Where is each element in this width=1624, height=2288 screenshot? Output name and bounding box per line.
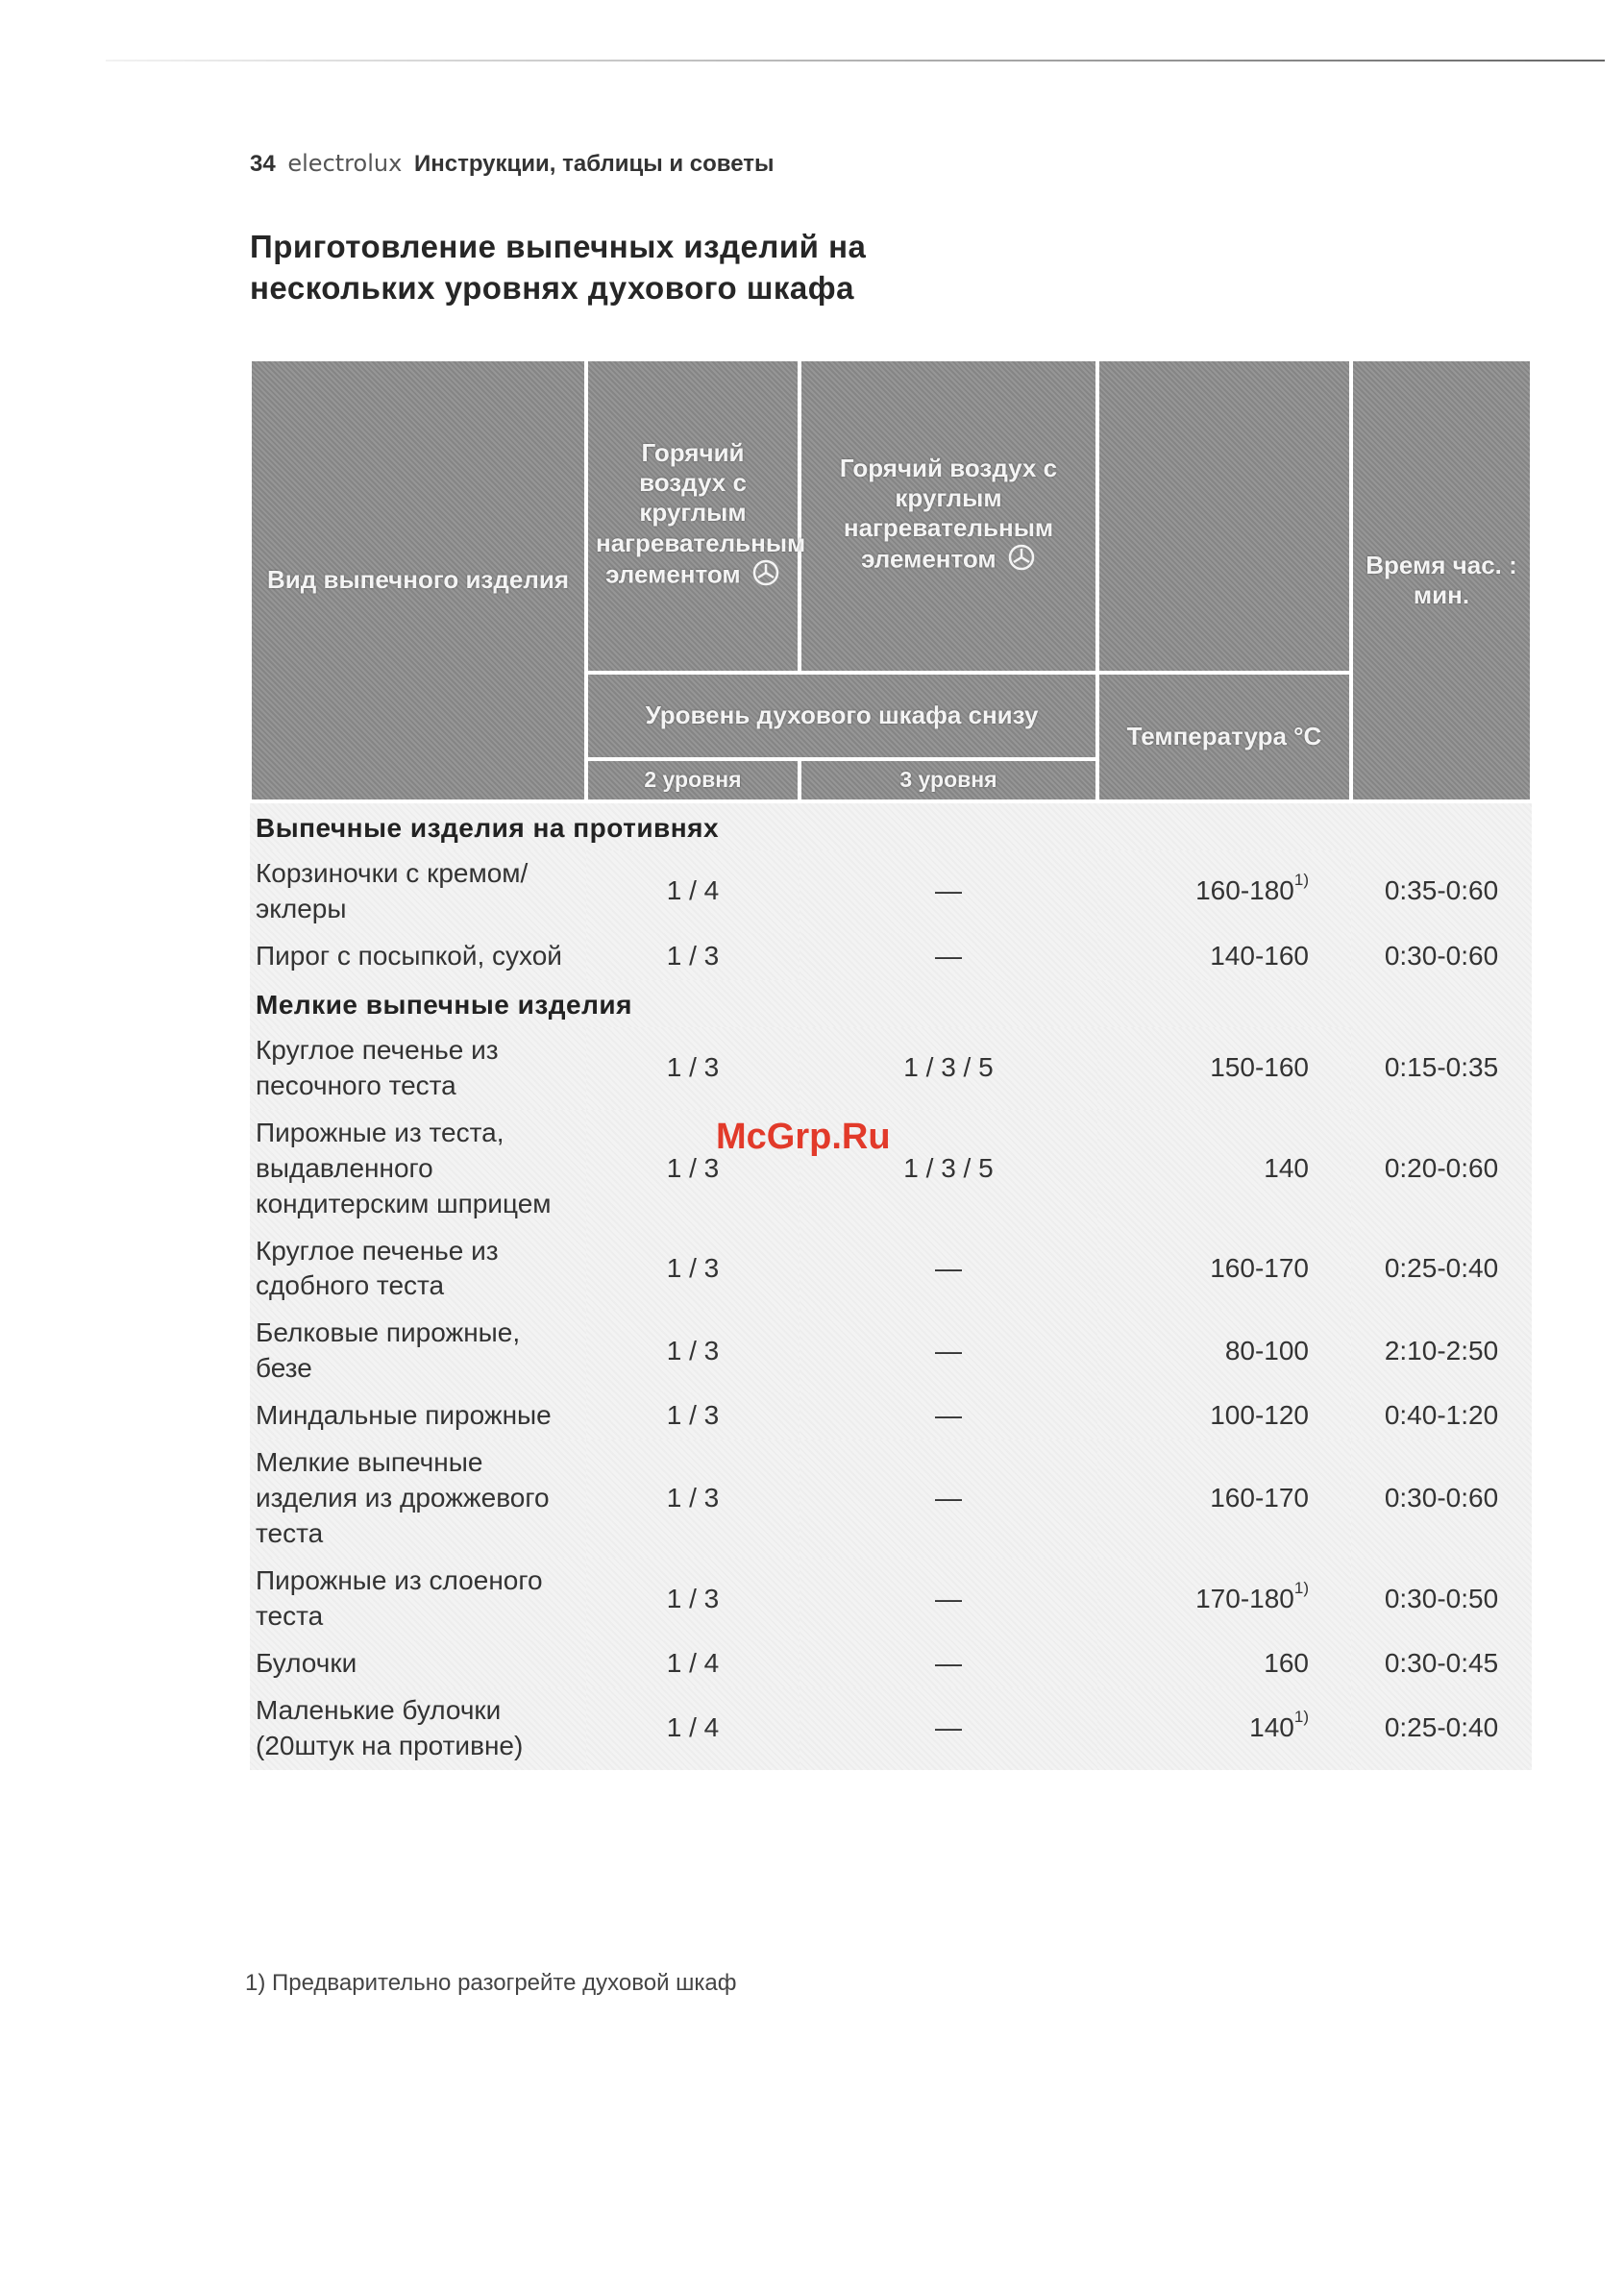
item-name: Пирожные из теста, выдавленного кондитерским шприцем — [250, 1110, 586, 1228]
table-row — [250, 850, 1532, 933]
table-row — [250, 1228, 1532, 1311]
item-name: Круглое печенье из сдобного теста — [250, 1228, 586, 1311]
baking-table — [248, 357, 1534, 1770]
time-value: 0:25-0:40 — [1351, 1687, 1532, 1770]
temperature-value: 140 — [1264, 1152, 1309, 1183]
temperature-cell — [1097, 933, 1351, 980]
page-title: Приготовление выпечных изделий на нескольких уровнях духового шкафа — [250, 229, 867, 306]
table-row — [250, 1110, 1532, 1228]
table-row — [250, 1027, 1532, 1110]
temperature-cell — [1097, 1027, 1351, 1110]
time-value: 0:25-0:40 — [1351, 1228, 1532, 1311]
level-2-value: 1 / 3 — [586, 1439, 800, 1558]
level-2-value: 1 / 4 — [586, 850, 800, 933]
level-3-value: — — [800, 933, 1097, 980]
section-title: Инструкции, таблицы и советы — [413, 151, 775, 177]
level-3-value: — — [800, 1687, 1097, 1770]
temperature-cell — [1097, 1310, 1351, 1392]
item-name: Миндальные пирожные — [250, 1392, 586, 1439]
header-blank — [1097, 359, 1351, 673]
item-name: Маленькие булочки (20штук на противне) — [250, 1687, 586, 1770]
header-2-levels: Горячий воздух с круглым нагревательным элементом — [586, 359, 800, 673]
header-levels-2: 2 уровня — [586, 759, 800, 801]
temperature-value: 150-160 — [1210, 1052, 1309, 1083]
temperature-cell — [1097, 1558, 1351, 1640]
brand-logo: electrolux — [287, 150, 403, 177]
table-row — [250, 1640, 1532, 1687]
item-name: Круглое печенье из песочного теста — [250, 1027, 586, 1110]
item-name: Булочки — [250, 1640, 586, 1687]
table-row — [250, 1310, 1532, 1392]
footnote-marker: 1) — [1293, 1708, 1309, 1727]
level-2-value: 1 / 4 — [586, 1640, 800, 1687]
footnote: 1) Предварительно разогрейте духовой шкаф — [245, 1970, 737, 1996]
time-value: 0:30-0:60 — [1351, 1439, 1532, 1558]
fan-icon — [751, 558, 780, 594]
page-number: 34 — [250, 151, 276, 177]
table-row — [250, 1439, 1532, 1558]
top-rule — [106, 60, 1605, 62]
temperature-value: 160 — [1264, 1648, 1309, 1679]
level-2-value: 1 / 4 — [586, 1687, 800, 1770]
header-3-levels: Горячий воздух с круглым нагревательным элементом — [800, 359, 1097, 673]
time-value: 0:15-0:35 — [1351, 1027, 1532, 1110]
level-3-value: — — [800, 1439, 1097, 1558]
item-name: Пирог с посыпкой, сухой — [250, 933, 586, 980]
footnote-marker: 1) — [1293, 871, 1309, 890]
level-3-value: — — [800, 1310, 1097, 1392]
time-value: 0:30-0:60 — [1351, 933, 1532, 980]
temperature-cell — [1097, 1392, 1351, 1439]
group-title: Выпечные изделия на противнях — [250, 801, 1532, 850]
header-temperature: Температура °С — [1097, 673, 1351, 801]
level-2-value: 1 / 3 — [586, 1558, 800, 1640]
time-value: 0:30-0:45 — [1351, 1640, 1532, 1687]
level-3-value: — — [800, 1392, 1097, 1439]
level-2-value: 1 / 3 — [586, 933, 800, 980]
temperature-cell — [1097, 1228, 1351, 1311]
temperature-value: 160-170 — [1210, 1483, 1309, 1513]
item-name: Мелкие выпечные изделия из дрожжевого теста — [250, 1439, 586, 1558]
level-3-value: — — [800, 850, 1097, 933]
time-value: 0:40-1:20 — [1351, 1392, 1532, 1439]
table-row — [250, 1558, 1532, 1640]
temperature-cell — [1097, 850, 1351, 933]
temperature-value: 160-170 — [1210, 1253, 1309, 1283]
item-name: Пирожные из слоеного теста — [250, 1558, 586, 1640]
table-row — [250, 1687, 1532, 1770]
level-2-value: 1 / 3 — [586, 1027, 800, 1110]
temperature-cell — [1097, 1640, 1351, 1687]
item-name: Корзиночки с кремом/ эклеры — [250, 850, 586, 933]
temperature-value: 140-160 — [1210, 940, 1309, 971]
temperature-value: 100-120 — [1210, 1400, 1309, 1431]
temperature-value: 160-180 — [1195, 875, 1294, 906]
level-3-value: — — [800, 1640, 1097, 1687]
temperature-value: 80-100 — [1224, 1335, 1309, 1365]
footnote-marker: 1) — [1293, 1578, 1309, 1597]
level-3-value: — — [800, 1558, 1097, 1640]
time-value: 0:35-0:60 — [1351, 850, 1532, 933]
header-shelf-level: Уровень духового шкафа снизу — [586, 673, 1097, 759]
table-row — [250, 1392, 1532, 1439]
level-2-value: 1 / 3 — [586, 1392, 800, 1439]
table-row — [250, 933, 1532, 980]
watermark: McGrp.Ru — [716, 1117, 891, 1157]
group-title: Мелкие выпечные изделия — [250, 980, 1532, 1027]
temperature-cell — [1097, 1687, 1351, 1770]
temperature-value: 170-180 — [1195, 1583, 1294, 1613]
level-3-value: — — [800, 1228, 1097, 1311]
level-2-value: 1 / 3 — [586, 1310, 800, 1392]
level-3-value: 1 / 3 / 5 — [800, 1027, 1097, 1110]
header-time: Время час. : мин. — [1351, 359, 1532, 801]
group-row — [250, 980, 1532, 1027]
group-row — [250, 801, 1532, 850]
item-name: Белковые пирожные, безе — [250, 1310, 586, 1392]
level-2-value: 1 / 3 — [586, 1110, 800, 1228]
temperature-cell — [1097, 1439, 1351, 1558]
temperature-value: 140 — [1249, 1712, 1294, 1743]
header-type: Вид выпечного изделия — [250, 359, 586, 801]
header-levels-3: 3 уровня — [800, 759, 1097, 801]
time-value: 2:10-2:50 — [1351, 1310, 1532, 1392]
fan-icon — [1007, 543, 1036, 578]
level-2-value: 1 / 3 — [586, 1228, 800, 1311]
running-header — [250, 150, 775, 178]
level-3-value: 1 / 3 / 5 — [800, 1110, 1097, 1228]
temperature-cell — [1097, 1110, 1351, 1228]
time-value: 0:30-0:50 — [1351, 1558, 1532, 1640]
time-value: 0:20-0:60 — [1351, 1110, 1532, 1228]
